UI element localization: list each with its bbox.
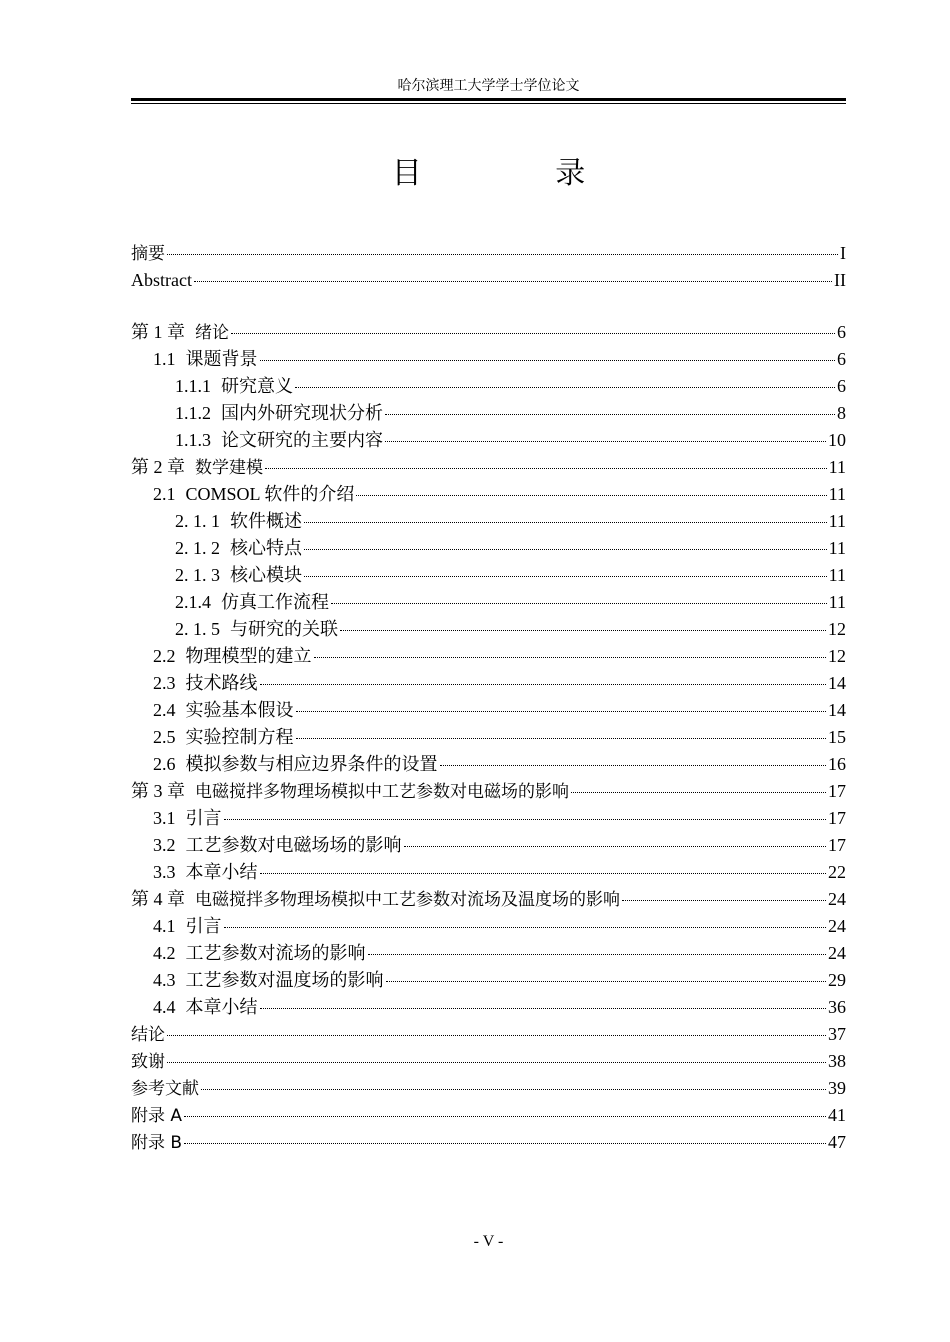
toc-leader-dots <box>167 253 838 255</box>
toc-leader-dots <box>224 926 827 928</box>
toc-leader-dots <box>404 845 827 847</box>
toc-entry-page: 12 <box>828 646 846 666</box>
toc-entry-page: 17 <box>828 808 846 828</box>
toc-entry-number: 2.1.4 <box>175 592 211 612</box>
toc-leader-dots <box>296 737 827 739</box>
toc-entry-label: 引言 <box>185 808 222 828</box>
toc-entry-page: 14 <box>828 673 846 693</box>
toc-entry-label: 研究意义 <box>221 376 293 396</box>
toc-entry-number: 第 1 章 <box>131 322 185 342</box>
toc-entry-label: 实验基本假设 <box>185 700 294 720</box>
toc-entry-number: 2.5 <box>153 727 176 747</box>
toc-entry-page: 36 <box>828 997 846 1017</box>
toc-entry[interactable] <box>131 240 846 267</box>
toc-entry-page: 6 <box>837 322 846 342</box>
toc-entry[interactable] <box>131 427 846 454</box>
toc-entry[interactable] <box>131 913 846 940</box>
toc-entry-page: 22 <box>828 862 846 882</box>
toc-entry[interactable] <box>131 373 846 400</box>
toc-entry[interactable] <box>131 751 846 778</box>
toc-entry-label: 工艺参数对电磁场场的影响 <box>185 835 402 855</box>
toc-entry-label: 技术路线 <box>185 673 258 693</box>
toc-entry-label: 论文研究的主要内容 <box>221 430 383 450</box>
toc-leader-dots <box>356 494 826 496</box>
toc-entry-number: 1.1.1 <box>175 376 211 396</box>
toc-entry-label: 附录 B <box>131 1133 183 1153</box>
toc-entry[interactable] <box>131 805 846 832</box>
toc-entry[interactable] <box>131 616 846 643</box>
toc-entry-label: 核心特点 <box>230 538 302 558</box>
toc-entry-label: 绪论 <box>195 323 229 343</box>
toc-entry-page: 6 <box>837 349 846 369</box>
toc-leader-dots <box>622 899 826 901</box>
toc-entry-page: 47 <box>828 1132 846 1152</box>
toc-entry-number: 4.3 <box>153 970 176 990</box>
toc-leader-dots <box>314 656 827 658</box>
toc-entry-label: 模拟参数与相应边界条件的设置 <box>185 754 438 774</box>
toc-entry[interactable] <box>131 1102 846 1129</box>
toc-leader-dots <box>167 1034 826 1036</box>
page-number: - V - <box>473 1233 504 1250</box>
toc-entry-number: 2.3 <box>153 673 176 693</box>
toc-entry-page: 29 <box>828 970 846 990</box>
toc-entry[interactable] <box>131 940 846 967</box>
toc-leader-dots <box>260 683 827 685</box>
toc-entry-label: 引言 <box>185 916 222 936</box>
toc-entry-label: 工艺参数对流场的影响 <box>185 943 366 963</box>
table-of-contents <box>131 240 846 1156</box>
toc-leader-dots <box>386 980 827 982</box>
toc-entry-number: 2.1 <box>153 484 176 504</box>
toc-entry[interactable] <box>131 697 846 724</box>
toc-leader-dots <box>296 710 827 712</box>
toc-entry-page: 11 <box>828 592 846 612</box>
toc-entry[interactable] <box>131 643 846 670</box>
toc-entry-page: 12 <box>828 619 846 639</box>
toc-entry-number: 1.1.2 <box>175 403 211 423</box>
header-rule-thin <box>131 103 846 104</box>
toc-leader-dots <box>265 467 827 469</box>
toc-entry-page: II <box>834 270 846 290</box>
toc-entry-label: 结论 <box>131 1025 165 1045</box>
toc-entry[interactable] <box>131 1048 846 1075</box>
toc-entry-page: 11 <box>828 511 846 531</box>
toc-leader-dots <box>194 280 832 282</box>
toc-entry-label: 软件概述 <box>230 511 302 531</box>
toc-entry-page: 17 <box>828 835 846 855</box>
toc-leader-dots <box>440 764 827 766</box>
toc-leader-dots <box>260 1007 827 1009</box>
toc-entry-number: 2.2 <box>153 646 176 666</box>
toc-entry[interactable] <box>131 967 846 994</box>
toc-entry-label: 核心模块 <box>230 565 302 585</box>
toc-entry-number: 1.1 <box>153 349 176 369</box>
toc-leader-dots <box>167 1061 826 1063</box>
toc-entry-page: 37 <box>828 1024 846 1044</box>
toc-entry[interactable] <box>131 535 846 562</box>
toc-entry-number: 1.1.3 <box>175 430 211 450</box>
toc-entry[interactable] <box>131 1129 846 1156</box>
toc-leader-dots <box>331 602 827 604</box>
toc-entry-page: 15 <box>828 727 846 747</box>
toc-entry[interactable] <box>131 267 846 294</box>
toc-leader-dots <box>368 953 827 955</box>
toc-leader-dots <box>224 818 827 820</box>
toc-entry-page: 17 <box>828 781 846 801</box>
toc-entry-number: 第 2 章 <box>131 457 185 477</box>
toc-entry-page: 6 <box>837 376 846 396</box>
toc-entry-label: 电磁搅拌多物理场模拟中工艺参数对电磁场的影响 <box>195 782 569 802</box>
toc-entry-label: 致谢 <box>131 1052 165 1072</box>
toc-entry-page: 8 <box>837 403 846 423</box>
toc-entry-label: 摘要 <box>131 244 165 264</box>
toc-entry-page: 24 <box>828 943 846 963</box>
toc-entry-page: 11 <box>828 565 846 585</box>
toc-entry[interactable] <box>131 1075 846 1102</box>
running-header: 哈尔滨理工大学学士学位论文 <box>397 79 580 94</box>
toc-entry-number: 第 3 章 <box>131 781 185 801</box>
toc-entry-page: 41 <box>828 1105 846 1125</box>
toc-entry[interactable] <box>131 994 846 1021</box>
toc-entry-label: 数学建模 <box>195 458 263 478</box>
toc-leader-dots <box>201 1088 826 1090</box>
toc-entry-label: 国内外研究现状分析 <box>221 403 383 423</box>
toc-entry-number: 第 4 章 <box>131 889 185 909</box>
toc-entry-page: 14 <box>828 700 846 720</box>
toc-entry-label: 物理模型的建立 <box>185 646 312 666</box>
toc-entry-number: 2. 1. 3 <box>175 565 220 585</box>
toc-entry-page: 16 <box>828 754 846 774</box>
toc-entry-number: 3.2 <box>153 835 176 855</box>
toc-entry-number: 2.6 <box>153 754 176 774</box>
toc-entry-label: 本章小结 <box>185 862 258 882</box>
toc-entry-label: 本章小结 <box>185 997 258 1017</box>
toc-leader-dots <box>260 359 836 361</box>
page-title: 目 录 <box>391 156 648 191</box>
toc-entry-number: 4.2 <box>153 943 176 963</box>
toc-entry-label: 仿真工作流程 <box>221 592 329 612</box>
toc-entry-label: 参考文献 <box>131 1079 199 1099</box>
toc-entry[interactable] <box>131 778 846 805</box>
toc-leader-dots <box>231 332 835 334</box>
toc-entry[interactable] <box>131 508 846 535</box>
toc-entry[interactable] <box>131 589 846 616</box>
toc-entry[interactable] <box>131 859 846 886</box>
toc-leader-dots <box>184 1142 826 1144</box>
toc-entry[interactable] <box>131 886 846 913</box>
toc-entry[interactable] <box>131 670 846 697</box>
toc-leader-dots <box>385 440 826 442</box>
toc-entry-number: 2. 1. 2 <box>175 538 220 558</box>
toc-entry-label: Abstract <box>131 270 192 290</box>
header-rule-thick <box>131 98 846 101</box>
toc-leader-dots <box>304 521 827 523</box>
toc-entry-label: 附录 A <box>131 1106 183 1126</box>
toc-entry[interactable] <box>131 400 846 427</box>
toc-entry-number: 2.4 <box>153 700 176 720</box>
toc-entry-page: 11 <box>828 457 846 477</box>
toc-entry-page: 11 <box>828 538 846 558</box>
toc-entry-number: 4.4 <box>153 997 176 1017</box>
toc-entry-number: 2. 1. 1 <box>175 511 220 531</box>
toc-entry-page: 39 <box>828 1078 846 1098</box>
toc-entry-page: 10 <box>828 430 846 450</box>
toc-entry-label: 实验控制方程 <box>185 727 294 747</box>
toc-entry-label: COMSOL 软件的介绍 <box>185 484 355 504</box>
toc-leader-dots <box>385 413 835 415</box>
toc-entry-label: 电磁搅拌多物理场模拟中工艺参数对流场及温度场的影响 <box>195 890 620 910</box>
toc-leader-dots <box>260 872 827 874</box>
toc-entry-page: 38 <box>828 1051 846 1071</box>
toc-entry-label: 工艺参数对温度场的影响 <box>185 970 384 990</box>
toc-entry[interactable] <box>131 562 846 589</box>
toc-entry-label: 课题背景 <box>185 349 258 369</box>
toc-leader-dots <box>304 575 827 577</box>
toc-leader-dots <box>340 629 826 631</box>
toc-entry-page: I <box>840 243 846 263</box>
toc-entry-label: 与研究的关联 <box>230 619 338 639</box>
toc-entry-number: 2. 1. 5 <box>175 619 220 639</box>
toc-entry[interactable] <box>131 724 846 751</box>
toc-entry[interactable] <box>131 832 846 859</box>
toc-entry[interactable] <box>131 1021 846 1048</box>
toc-entry-number: 3.1 <box>153 808 176 828</box>
toc-entry[interactable] <box>131 481 846 508</box>
toc-leader-dots <box>184 1115 826 1117</box>
toc-entry-page: 24 <box>828 916 846 936</box>
toc-entry-page: 11 <box>828 484 846 504</box>
toc-entry[interactable] <box>131 454 846 481</box>
toc-entry[interactable] <box>131 319 846 346</box>
toc-entry-page: 24 <box>828 889 846 909</box>
toc-leader-dots <box>304 548 827 550</box>
toc-entry-number: 3.3 <box>153 862 176 882</box>
toc-entry-number: 4.1 <box>153 916 176 936</box>
toc-entry[interactable] <box>131 346 846 373</box>
toc-leader-dots <box>571 791 826 793</box>
toc-leader-dots <box>295 386 835 388</box>
